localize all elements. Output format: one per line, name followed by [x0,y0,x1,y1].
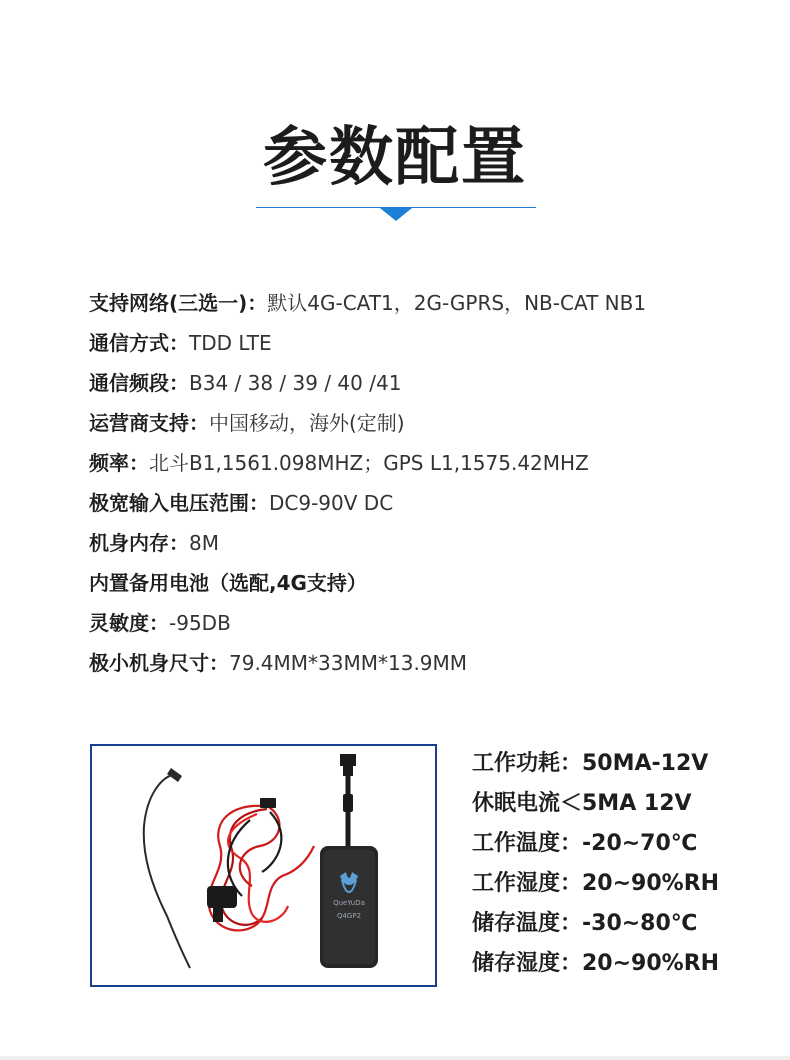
spec-label: 通信频段： [89,371,189,395]
spec-label: 灵敏度： [89,611,169,635]
spec-row-memory [89,526,646,566]
power-spec-row: 储存湿度：20~90%RH [472,951,720,976]
spec-value: DC9-90V DC [269,491,394,515]
product-illustration [92,746,435,985]
spec-row-bands [89,366,646,406]
spec-value: 北斗B1,1561.098MHZ；GPS L1,1575.42MHZ [149,451,589,475]
device-cable-icon [340,754,356,848]
spec-row-sensitivity [89,606,646,646]
spec-label: 极宽输入电压范围： [89,491,269,515]
spec-value: 8M [189,531,219,555]
spec-row-comm-mode [89,326,646,366]
power-spec-row: 储存温度：-30~80℃ [472,911,698,936]
product-photo [90,744,437,987]
spec-value: 中国移动，海外(定制) [209,411,405,435]
device-model-label: Q4GP2 [336,912,362,920]
spec-value: B34 / 38 / 39 / 40 /41 [189,371,402,395]
title-arrow-icon [380,208,412,221]
spec-value: 79.4MM*33MM*13.9MM [229,651,468,675]
wire-connector-icon [260,798,276,808]
spec-value: TDD LTE [189,331,272,355]
spec-value: -95DB [169,611,231,635]
spec-row-voltage [89,486,646,526]
power-spec-list [472,744,719,984]
spec-label: 极小机身尺寸： [89,651,229,675]
power-spec-row: 工作温度：-20~70℃ [472,831,698,856]
spec-row-carrier [89,406,646,446]
gps-tracker-icon [320,846,378,968]
wire-coil-icon [208,804,314,930]
spec-value: 默认4G-CAT1，2G-GPRS，NB-CAT NB1 [267,291,647,315]
spec-row-network [89,286,646,326]
spec-label: 通信方式： [89,331,189,355]
spec-label: 内置备用电池（选配,4G支持） [89,571,367,595]
spec-label: 运营商支持： [89,411,209,435]
power-spec-row: 休眠电流＜5MA 12V [472,791,692,816]
page-title: 参数配置 [263,121,527,195]
spec-label: 机身内存： [89,531,189,555]
spec-label: 频率： [89,451,149,475]
bottom-divider [0,1056,790,1060]
spec-row-size [89,646,646,686]
cable-tie-icon [144,768,190,968]
device-brand-label: QueYuDa [333,899,365,907]
power-spec-row: 工作湿度：20~90%RH [472,871,720,896]
spec-label: 支持网络(三选一)： [89,291,268,315]
spec-row-battery [89,566,646,606]
spec-row-frequency [89,446,646,486]
power-spec-row: 工作功耗：50MA-12V [472,751,709,776]
spec-list [89,286,646,686]
